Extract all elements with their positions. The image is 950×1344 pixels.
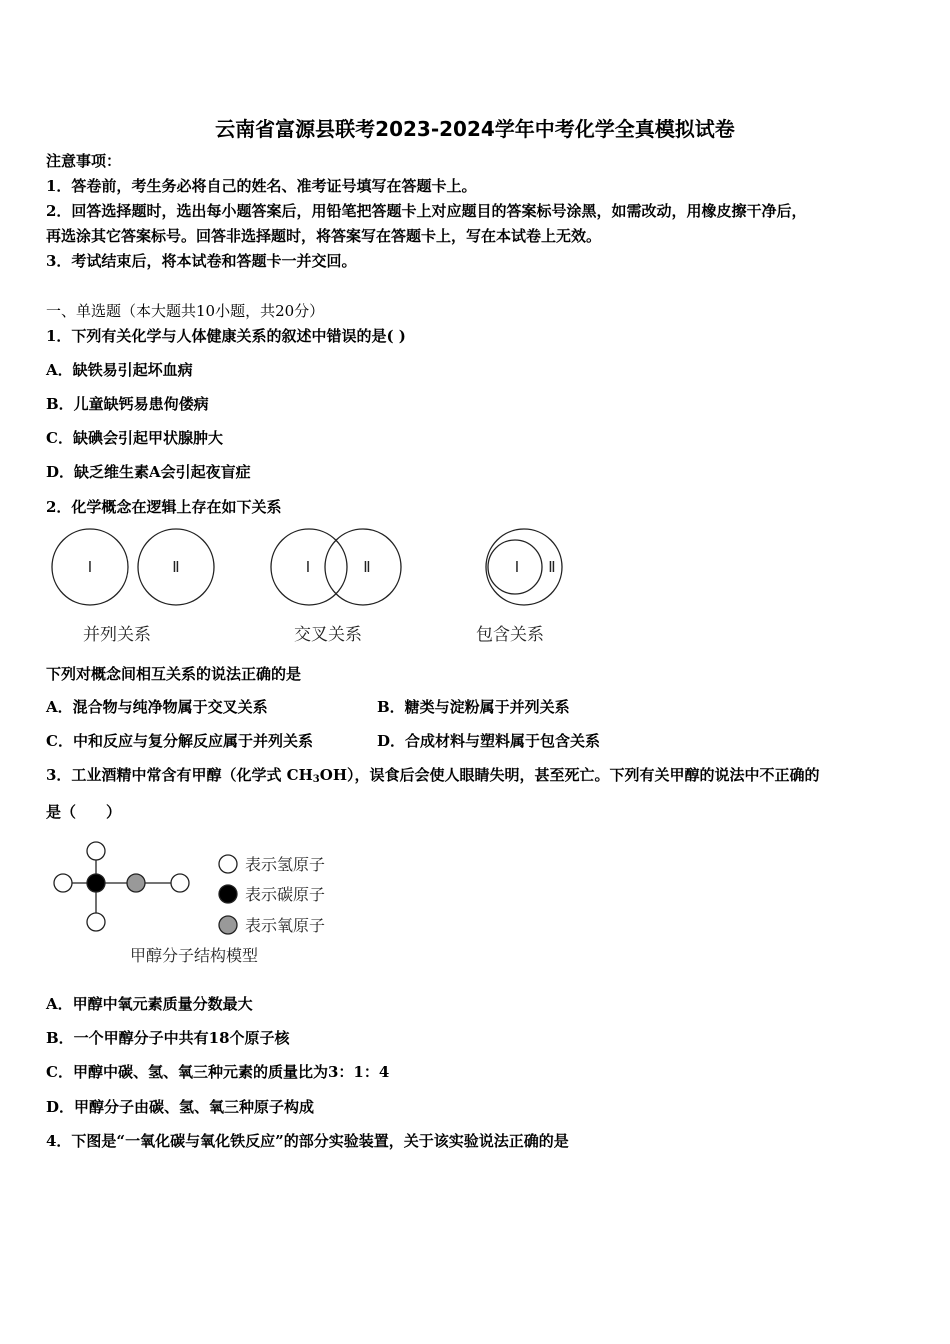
q3-stem-cont: 是（ ） (46, 803, 122, 821)
q4-stem: 4．下图是“一氧化碳与氧化铁反应”的部分实验装置，关于该实验说法正确的是 (46, 1132, 569, 1150)
q2-option-d: D．合成材料与塑料属于包含关系 (377, 732, 601, 750)
q3-option-b: B．一个甲醇分子中共有18个原子核 (46, 1029, 290, 1047)
cross-label-2: Ⅱ (363, 558, 371, 576)
notes-heading: 注意事项： (46, 152, 122, 170)
hydrogen-atom-bottom (87, 913, 105, 931)
legend-oxygen-swatch (219, 916, 237, 934)
q2-option-b: B．糖类与淀粉属于并列关系 (377, 698, 570, 716)
legend-carbon-swatch (219, 885, 237, 903)
notes-item-3: 3．考试结束后，将本试卷和答题卡一并交回。 (46, 252, 357, 270)
legend-hydrogen-label: 表示氢原子 (245, 855, 326, 874)
q3-stem-part-b: OH），误食后会使人眼睛失明，甚至死亡。下列有关甲醇的说法中不正确的 (319, 766, 820, 784)
q1-option-c: C．缺碘会引起甲状腺肿大 (46, 429, 223, 447)
venn-diagram (40, 522, 600, 652)
contain-label-1: Ⅰ (514, 558, 520, 576)
q2-option-a: A．混合物与纯净物属于交叉关系 (46, 698, 268, 716)
notes-item-1: 1．答卷前，考生务必将自己的姓名、准考证号填写在答题卡上。 (46, 177, 477, 195)
q3-option-d: D．甲醇分子由碳、氢、氧三种原子构成 (46, 1098, 315, 1116)
q1-option-a: A．缺铁易引起坏血病 (46, 361, 193, 379)
parallel-label-1: Ⅰ (87, 558, 93, 576)
q1-option-d: D．缺乏维生素A会引起夜盲症 (46, 463, 251, 481)
q3-option-c: C．甲醇中碳、氢、氧三种元素的质量比为3：1：4 (46, 1063, 390, 1081)
q2-option-c: C．中和反应与复分解反应属于并列关系 (46, 732, 313, 750)
q3-option-a: A．甲醇中氧元素质量分数最大 (46, 995, 253, 1013)
q1-option-b: B．儿童缺钙易患佝偻病 (46, 395, 209, 413)
oxygen-atom (127, 874, 145, 892)
q1-stem: 1．下列有关化学与人体健康关系的叙述中错误的是( ) (46, 327, 406, 345)
label-parallel: 并列关系 (83, 625, 151, 645)
hydrogen-atom-top (87, 842, 105, 860)
parallel-label-2: Ⅱ (172, 558, 180, 576)
carbon-atom (87, 874, 105, 892)
label-cross: 交叉关系 (294, 625, 362, 645)
section-heading: 一、单选题（本大题共10小题，共20分） (46, 302, 325, 320)
notes-item-2-cont: 再选涂其它答案标号。回答非选择题时，将答案写在答题卡上，写在本试卷上无效。 (46, 227, 602, 245)
model-caption: 甲醇分子结构模型 (130, 946, 259, 965)
q3-stem-subscript: 3 (312, 774, 320, 785)
q2-sub-stem: 下列对概念间相互关系的说法正确的是 (46, 665, 302, 683)
hydrogen-atom-right (171, 874, 189, 892)
q3-stem (46, 765, 820, 790)
label-contain: 包含关系 (476, 625, 544, 645)
legend-oxygen-label: 表示氧原子 (245, 916, 326, 935)
page-title: 云南省富源县联考2023-2024学年中考化学全真模拟试卷 (215, 117, 735, 141)
q2-stem: 2．化学概念在逻辑上存在如下关系 (46, 498, 282, 516)
legend-carbon-label: 表示碳原子 (245, 885, 326, 904)
notes-item-2: 2．回答选择题时，选出每小题答案后，用铅笔把答题卡上对应题目的答案标号涂黑，如需改动，用橡皮擦干净后， (46, 202, 807, 220)
hydrogen-atom-left (54, 874, 72, 892)
cross-label-1: Ⅰ (305, 558, 311, 576)
legend-hydrogen-swatch (219, 855, 237, 873)
q3-stem-part-a: 3．工业酒精中常含有甲醇（化学式 CH (46, 766, 313, 784)
contain-label-2: Ⅱ (548, 558, 556, 576)
methanol-model (40, 836, 360, 976)
